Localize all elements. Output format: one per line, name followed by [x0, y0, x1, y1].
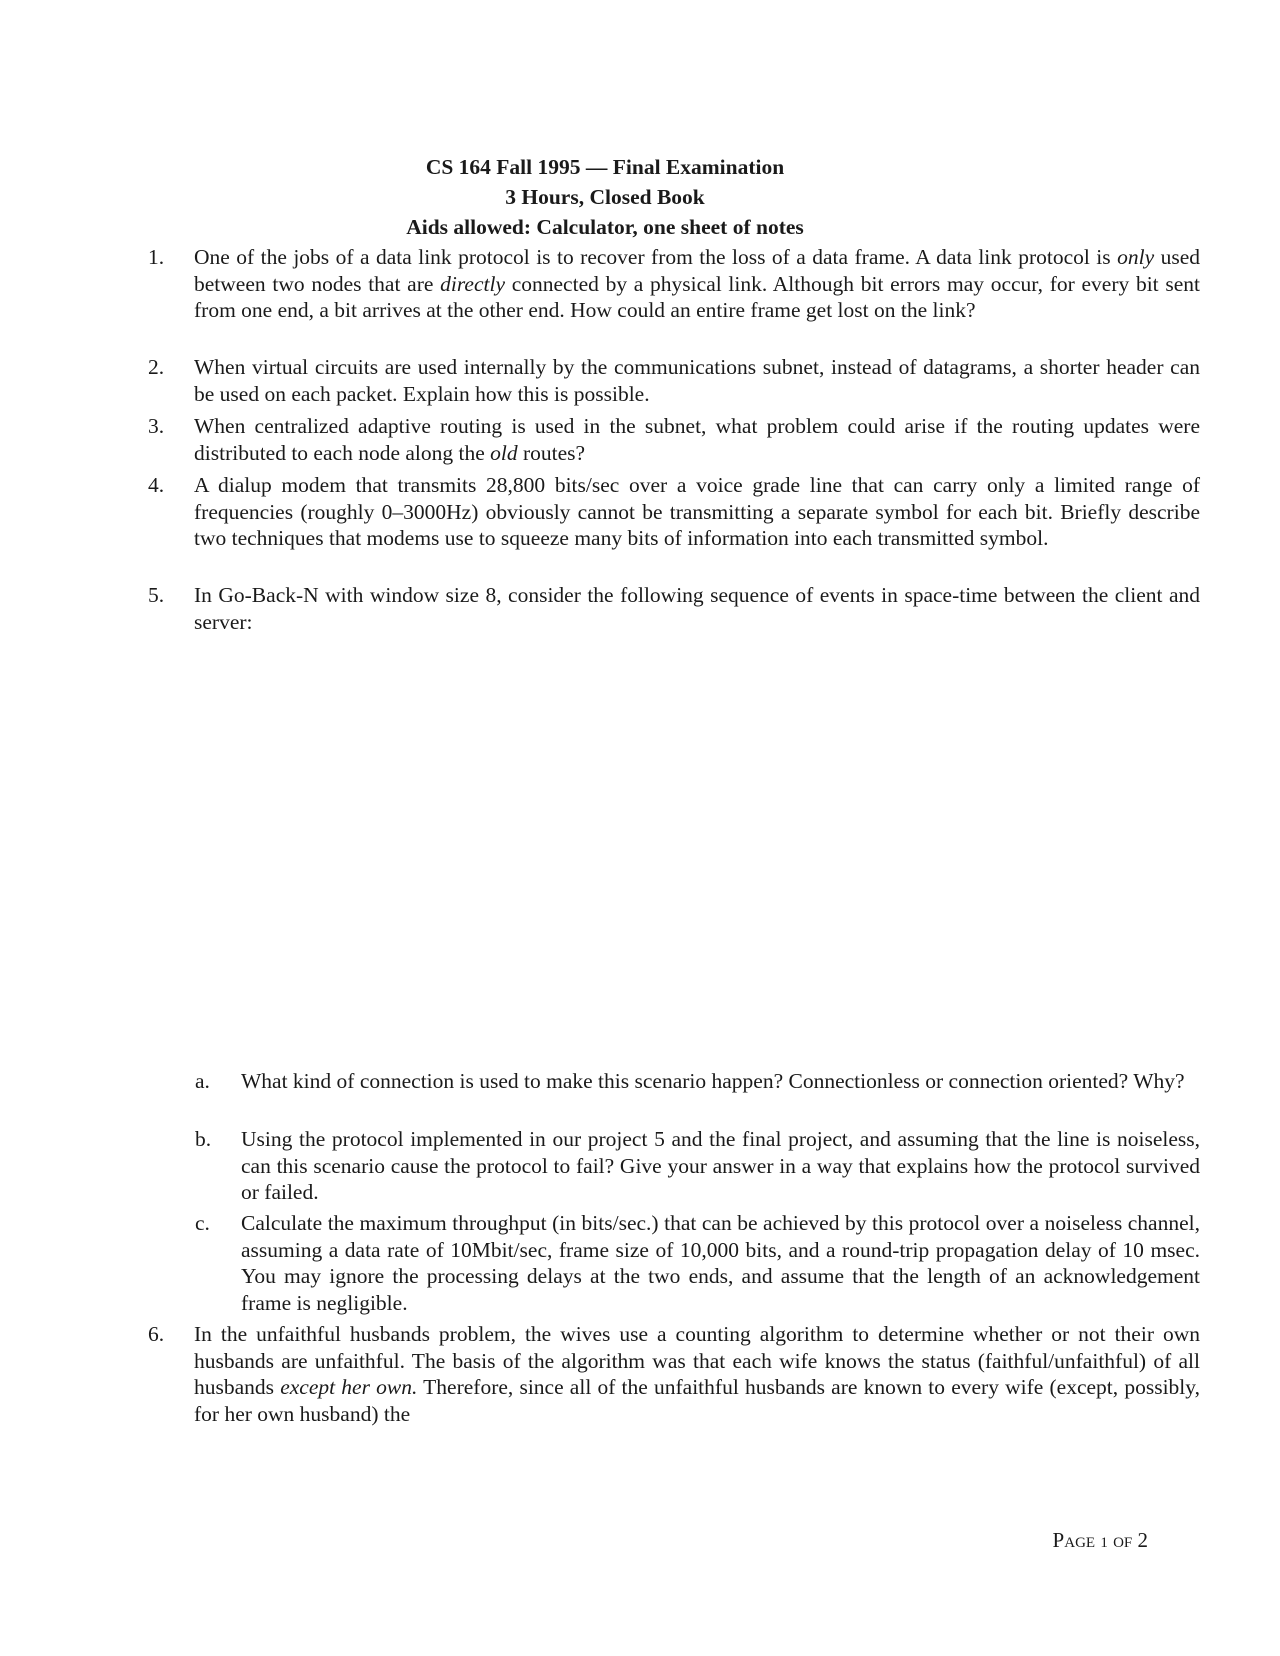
- question-text: When virtual circuits are used internally by the communications subnet, instead of datagrams, a shorter header can be used on each packet. Explain how this is possible.: [194, 355, 1200, 406]
- exam-aids: Aids allowed: Calculator, one sheet of notes: [406, 215, 804, 239]
- subquestion-text: What kind of connection is used to make this scenario happen? Connectionless or connection oriented? Why?: [241, 1069, 1185, 1093]
- space-time-diagram-area: [195, 660, 1200, 1060]
- exam-duration: 3 Hours, Closed Book: [505, 185, 705, 209]
- subquestion-c: [195, 1210, 1200, 1316]
- question-2: [148, 354, 1200, 407]
- question-text: One of the jobs of a data link protocol is to recover from the loss of a data frame. A data link protocol is only used between two nodes that are directly connected by a physical link. Although bit errors may occur, for every bit sent from one end, a bit arrives at the other end. How could an entire frame get lost on the link?: [194, 245, 1201, 322]
- question-number: 2.: [148, 355, 165, 379]
- question-3: [148, 413, 1200, 466]
- subquestion-text: Using the protocol implemented in our project 5 and the final project, and assuming that the line is noiseless, can this scenario cause the protocol to fail? Give your answer in a way that explains how the protocol survived or failed.: [241, 1127, 1200, 1204]
- question-number: 3.: [148, 414, 165, 438]
- question-number: 1.: [148, 245, 165, 269]
- question-4: [148, 472, 1200, 552]
- question-1: [148, 244, 1200, 324]
- subquestion-letter: c.: [195, 1211, 210, 1235]
- subquestion-a: [195, 1068, 1200, 1095]
- page-footer: PAGE 1 OF 2: [1052, 1528, 1148, 1552]
- question-text: When centralized adaptive routing is used in the subnet, what problem could arise if the routing updates were distributed to each node along the old routes?: [194, 414, 1200, 465]
- question-text: In Go-Back-N with window size 8, consider the following sequence of events in space-time between the client and server:: [194, 583, 1200, 634]
- exam-header: [0, 152, 1210, 242]
- subquestion-b: [195, 1126, 1200, 1206]
- subquestion-letter: a.: [195, 1069, 210, 1093]
- question-text: In the unfaithful husbands problem, the wives use a counting algorithm to determine whether or not their own husbands are unfaithful. The basis of the algorithm was that each wife knows the status (faithful/unfaithful) of all husbands except her own. Therefore, since all of the unfaithful husbands are known to every wife (except, possibly, for her own husband) the: [194, 1322, 1200, 1426]
- exam-title: CS 164 Fall 1995 — Final Examination: [425, 155, 785, 179]
- question-number: 5.: [148, 583, 165, 607]
- question-number: 6.: [148, 1322, 165, 1346]
- question-text: A dialup modem that transmits 28,800 bits/sec over a voice grade line that can carry only a limited range of frequencies (roughly 0–3000Hz) obviously cannot be transmitting a separate symbol for each bit. Briefly describe two techniques that modems use to squeeze many bits of information into each transmitted symbol.: [194, 473, 1200, 550]
- question-6: [148, 1321, 1200, 1427]
- subquestion-text: Calculate the maximum throughput (in bits/sec.) that can be achieved by this protocol over a noiseless channel, assuming a data rate of 10Mbit/sec, frame size of 10,000 bits, and a round-trip propagation delay of 10 msec. You may ignore the processing delays at the two ends, and assume that the length of an acknowledgement frame is negligible.: [241, 1211, 1200, 1315]
- question-number: 4.: [148, 473, 165, 497]
- subquestion-letter: b.: [195, 1127, 212, 1151]
- question-5: [148, 582, 1200, 635]
